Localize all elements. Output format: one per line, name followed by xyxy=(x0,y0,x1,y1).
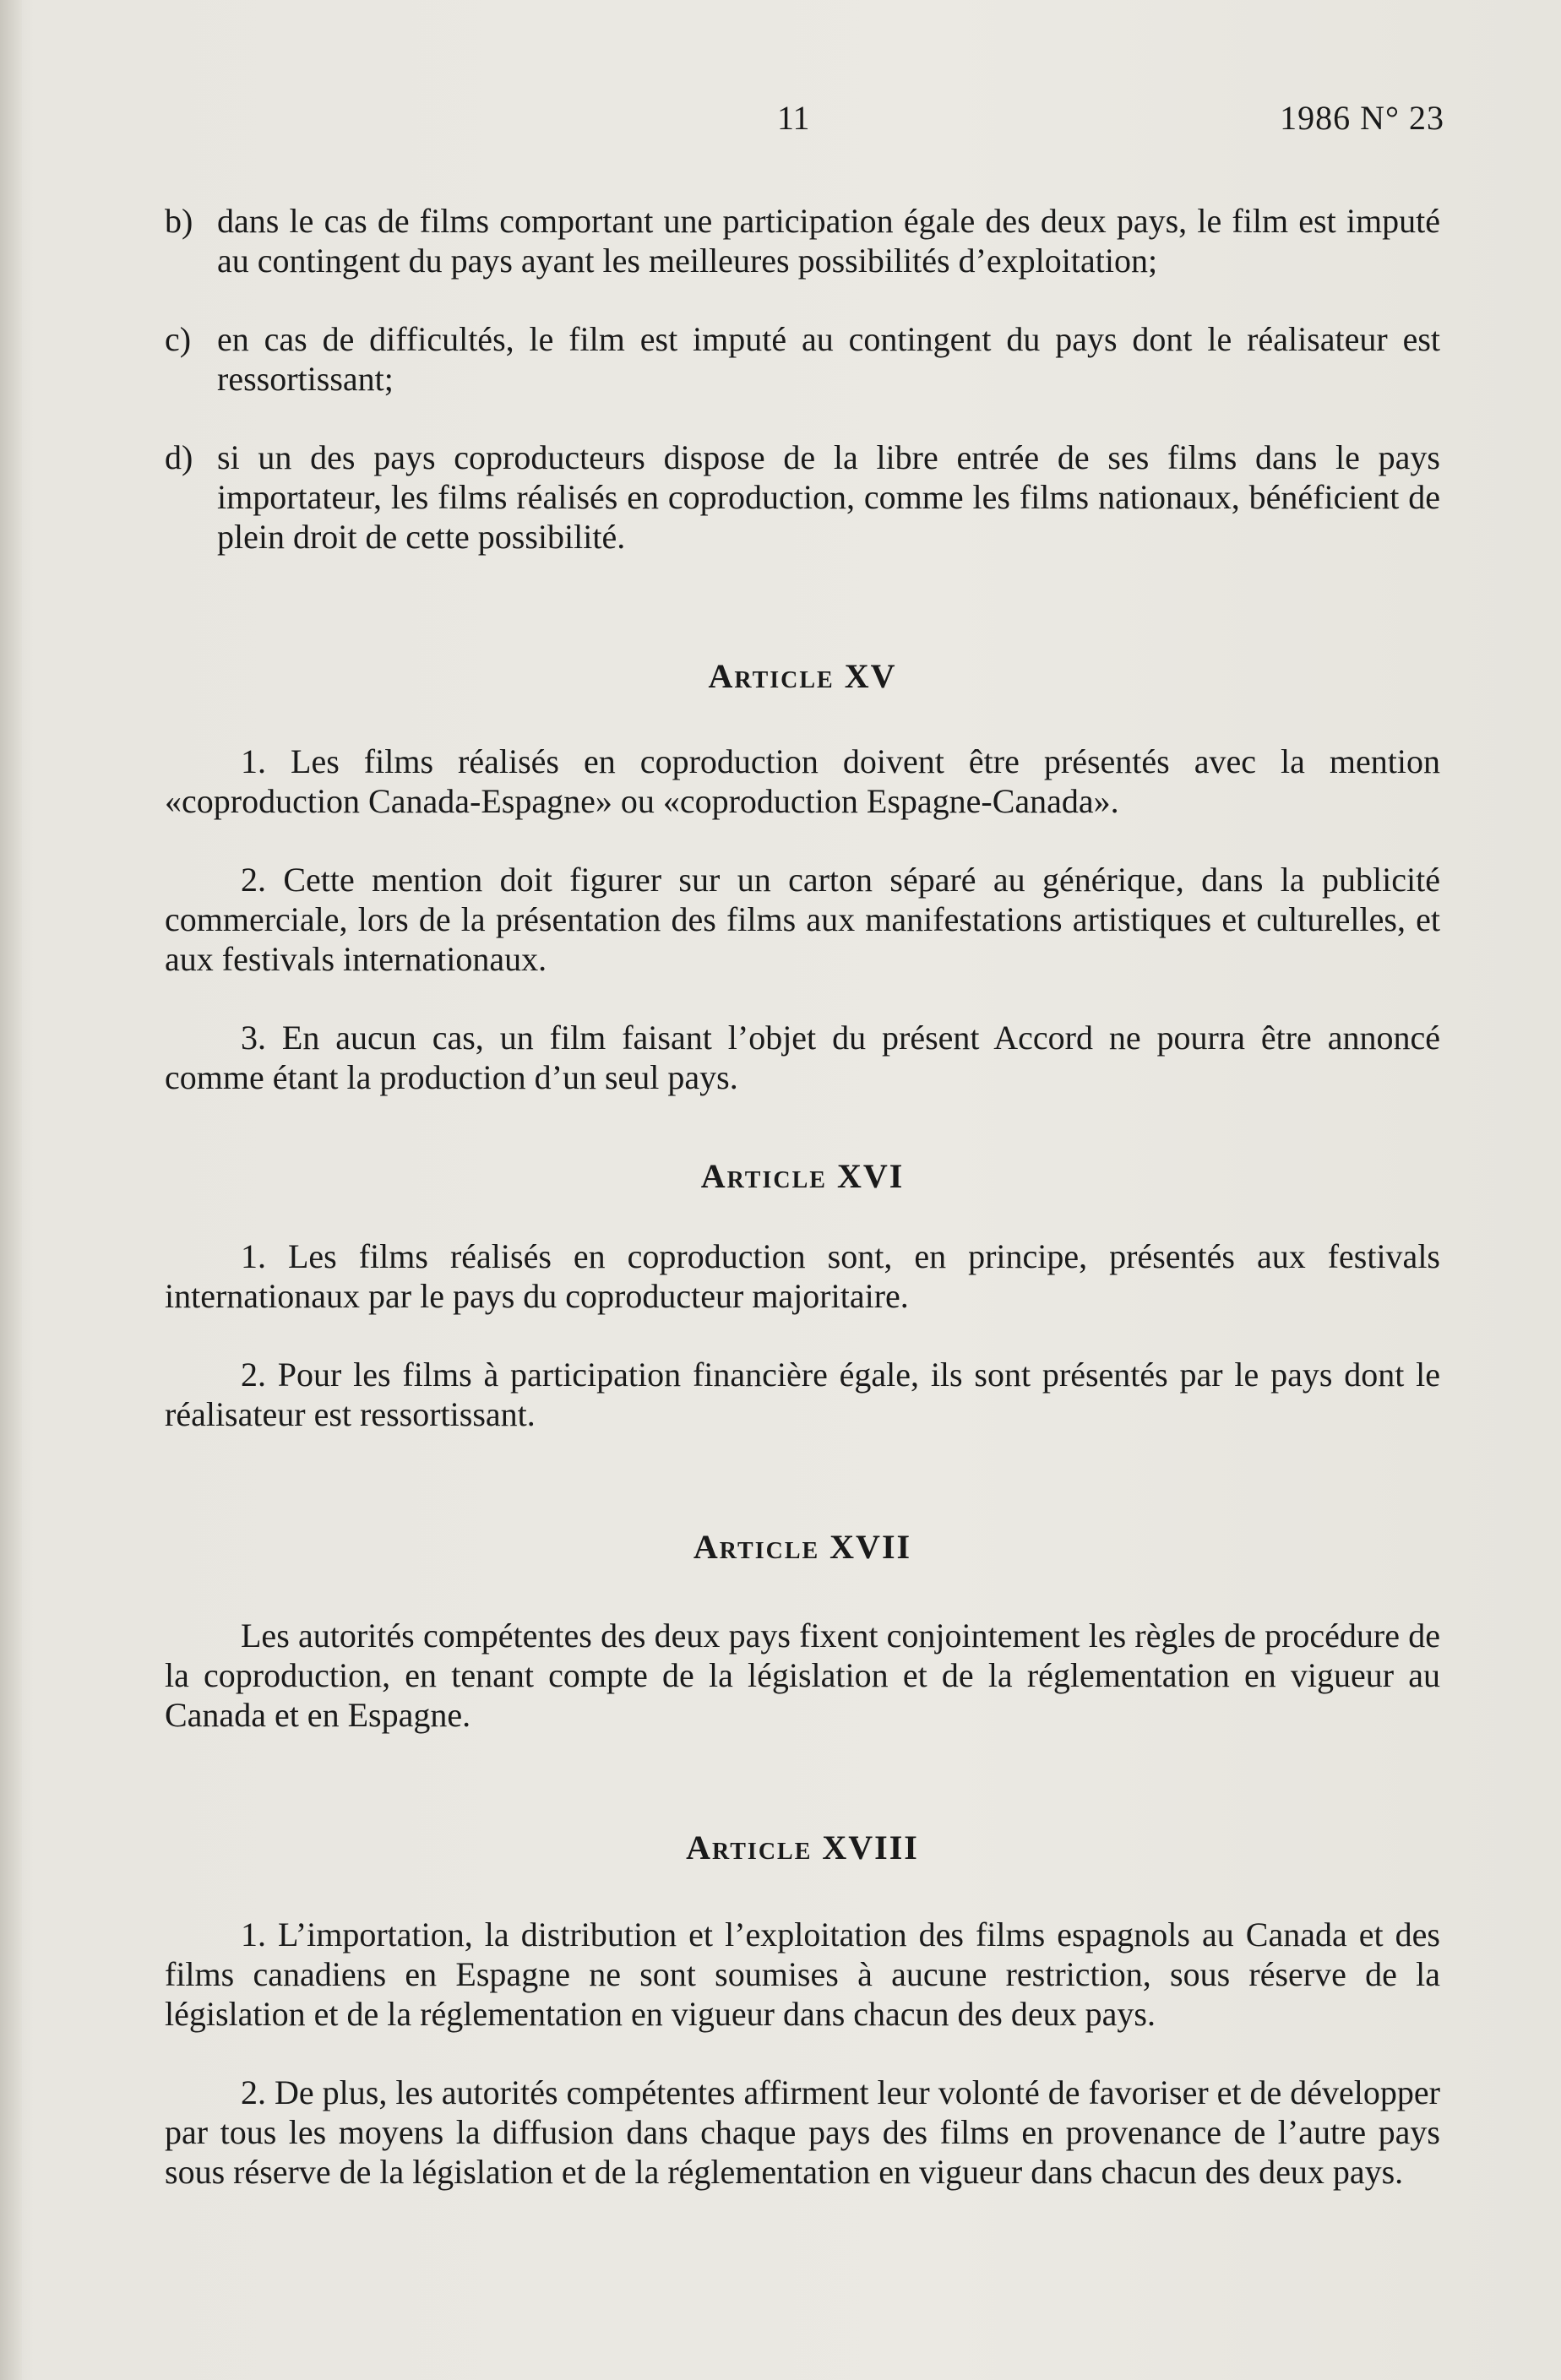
article-paragraph: 2. Cette mention doit figurer sur un carton séparé au générique, dans la publicité commerciale, lors de la présentation des films aux manifestations artistiques et culturelles, et aux festivals internationaux. xyxy=(165,861,1440,978)
article-heading: Article XVIII xyxy=(686,1828,919,1867)
article-paragraph: 1. Les films réalisés en coproduction doivent être présentés avec la mention «coproduction Canada-Espagne» ou «coproduction Espagne-Canada». xyxy=(165,742,1440,820)
article-heading: Article XV xyxy=(708,657,897,695)
article-paragraph: 2. Pour les films à participation financière égale, ils sont présentés par le pays dont le réalisateur est ressortissant. xyxy=(165,1356,1440,1433)
binding-shadow xyxy=(0,0,22,2380)
article-paragraph: 1. Les films réalisés en coproduction sont, en principe, présentés aux festivals internationaux par le pays du coproducteur majoritaire. xyxy=(165,1237,1440,1315)
page-header xyxy=(0,98,1561,149)
list-marker: d) xyxy=(165,438,193,476)
article-paragraph: 2. De plus, les autorités compétentes affirment leur volonté de favoriser et de développer par tous les moyens la diffusion dans chaque pays des films en provenance de l’autre pays sous réserve de la législation et de la réglementation en vigueur dans chacun des deux pays. xyxy=(165,2073,1440,2191)
page-number: 11 xyxy=(777,99,810,137)
article-paragraph: 1. L’importation, la distribution et l’exploitation des films espagnols au Canada et des films canadiens en Espagne ne sont soumises à aucune restriction, sous réserve de la législation et de la réglementation en vigueur dans chacun des deux pays. xyxy=(165,1915,1440,2033)
document-body xyxy=(165,201,1440,2192)
list-item-text: en cas de difficultés, le film est imputé au contingent du pays dont le réalisateur est ressortissant; xyxy=(217,320,1440,398)
list-marker: b) xyxy=(165,202,193,240)
gazette-reference: 1986 N° 23 xyxy=(1280,99,1444,137)
list-item xyxy=(165,201,1440,280)
article-heading: Article XVI xyxy=(700,1157,905,1195)
article-heading: Article XVII xyxy=(693,1528,912,1566)
list-item xyxy=(165,319,1440,399)
article-paragraph: Les autorités compétentes des deux pays fixent conjointement les règles de procédure de la coproduction, en tenant compte de la législation et de la réglementation en vigueur au Canada et en Espagne. xyxy=(165,1617,1440,1734)
list-item xyxy=(165,437,1440,557)
list-marker: c) xyxy=(165,320,192,358)
article-paragraph: 3. En aucun cas, un film faisant l’objet du présent Accord ne pourra être annoncé comme étant la production d’un seul pays. xyxy=(165,1019,1440,1096)
list-item-text: dans le cas de films comportant une participation égale des deux pays, le film est imputé au contingent du pays ayant les meilleures possibilités d’exploitation; xyxy=(217,202,1440,280)
list-item-text: si un des pays coproducteurs dispose de la libre entrée de ses films dans le pays importateur, les films réalisés en coproduction, comme les films nationaux, bénéficient de plein droit de cette possibilité. xyxy=(217,438,1440,556)
